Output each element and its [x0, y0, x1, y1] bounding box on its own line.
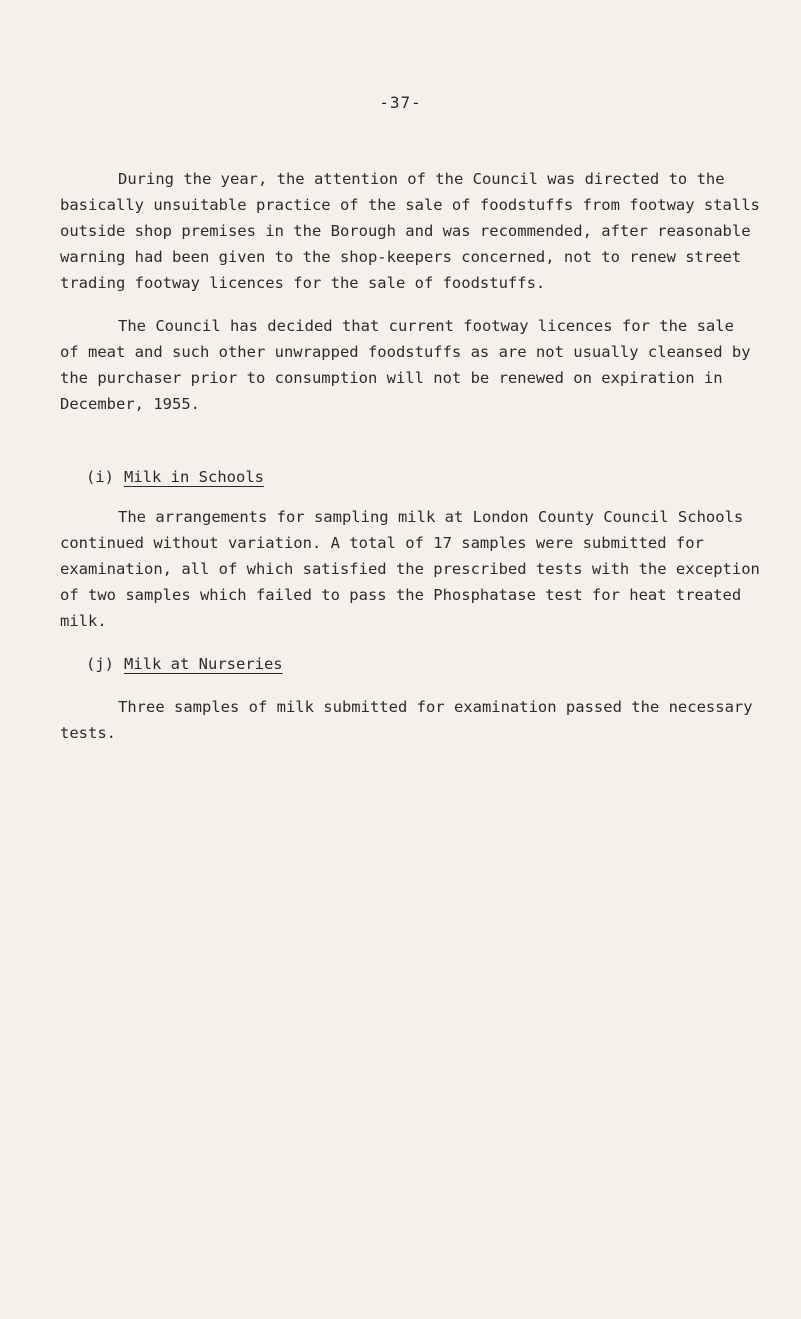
paragraph-text: The Council has decided that current footway licences for the sale of meat and such other unwrapped foodstuffs as are not usually cleansed by the purchaser prior to consumption will not be renewed on expiration in December, 1955. [60, 317, 751, 413]
paragraph-licences-decision [60, 313, 760, 417]
paragraph-milk-in-schools [60, 504, 760, 634]
paragraph-text: Three samples of milk submitted for examination passed the necessary tests. [60, 698, 753, 742]
section-heading-milk-at-nurseries [86, 651, 283, 677]
paragraph-text: During the year, the attention of the Council was directed to the basically unsuitable practice of the sale of foodstuffs from footway stalls outside shop premises in the Borough and was recommended, after reasonable warning had been given to the shop-keepers concerned, not to renew street trading footway licences for the sale of foodstuffs. [60, 170, 760, 292]
section-label: (j) [86, 655, 114, 673]
paragraph-footway-stalls [60, 166, 760, 296]
paragraph-milk-at-nurseries [60, 694, 760, 746]
section-title: Milk at Nurseries [124, 655, 283, 673]
section-label: (i) [86, 468, 114, 486]
section-title: Milk in Schools [124, 468, 264, 486]
page-number: -37- [379, 93, 422, 112]
section-heading-milk-in-schools [86, 464, 264, 490]
paragraph-text: The arrangements for sampling milk at London County Council Schools continued without variation. A total of 17 samples were submitted for examination, all of which satisfied the prescribed tests with the exception of two samples which failed to pass the Phosphatase test for heat treated milk. [60, 508, 760, 630]
